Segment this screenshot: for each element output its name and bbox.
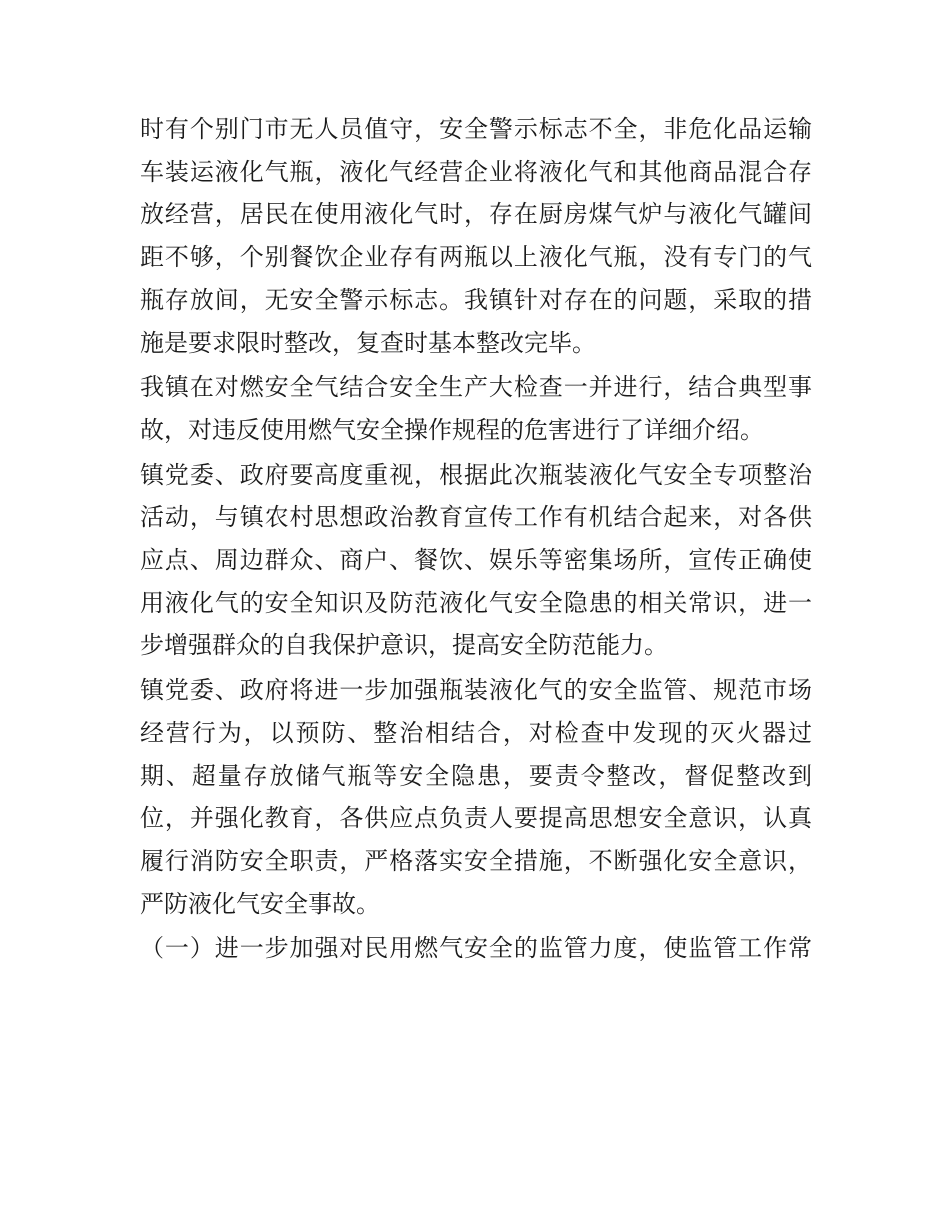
text-line: 严防液化气安全事故。 bbox=[140, 889, 380, 918]
paragraph-4 bbox=[140, 669, 812, 925]
text-line: 镇党委、政府将进一步加强瓶装液化气的安全监管、规范市场 bbox=[140, 676, 812, 705]
paragraph-1 bbox=[140, 108, 812, 364]
text-line: 我镇在对燃安全气结合安全生产大检查一并进行，结合典型事 bbox=[140, 373, 812, 402]
text-line: 时有个别门市无人员值守，安全警示标志不全，非危化品运输 bbox=[140, 115, 812, 143]
text-line: 应点、周边群众、商户、餐饮、娱乐等密集场所，宣传正确使 bbox=[140, 546, 812, 575]
text-line: 期、超量存放储气瓶等安全隐患，要责令整改，督促整改到 bbox=[140, 761, 812, 790]
paragraph-2 bbox=[140, 366, 812, 451]
text-line: 瓶存放间，无安全警示标志。我镇针对存在的问题，采取的措 bbox=[140, 285, 812, 314]
text-line: 放经营，居民在使用液化气时，存在厨房煤气炉与液化气罐间 bbox=[140, 200, 812, 229]
text-line: 位，并强化教育，各供应点负责人要提高思想安全意识，认真 bbox=[140, 804, 812, 833]
text-line: （一）进一步加强对民用燃气安全的监管力度，使监管工作常 bbox=[140, 934, 812, 963]
text-line: 履行消防安全职责，严格落实安全措施，不断强化安全意识， bbox=[140, 846, 812, 875]
text-line: 用液化气的安全知识及防范液化气安全隐患的相关常识，进一 bbox=[140, 588, 812, 617]
text-line: 故，对违反使用燃气安全操作规程的危害进行了详细介绍。 bbox=[140, 415, 764, 444]
text-line: 施是要求限时整改，复查时基本整改完毕。 bbox=[140, 328, 596, 357]
paragraph-5 bbox=[140, 927, 812, 970]
text-line: 车装运液化气瓶，液化气经营企业将液化气和其他商品混合存 bbox=[140, 157, 812, 186]
text-line: 镇党委、政府要高度重视，根据此次瓶装液化气安全专项整治 bbox=[140, 460, 812, 489]
text-line: 距不够，个别餐饮企业存有两瓶以上液化气瓶，没有专门的气 bbox=[140, 243, 812, 272]
paragraph-3 bbox=[140, 454, 812, 668]
document-body bbox=[140, 108, 812, 972]
text-line: 活动，与镇农村思想政治教育宣传工作有机结合起来，对各供 bbox=[140, 503, 812, 532]
text-line: 步增强群众的自我保护意识，提高安全防范能力。 bbox=[140, 631, 668, 660]
text-line: 经营行为，以预防、整治相结合，对检查中发现的灭火器过 bbox=[140, 718, 812, 747]
